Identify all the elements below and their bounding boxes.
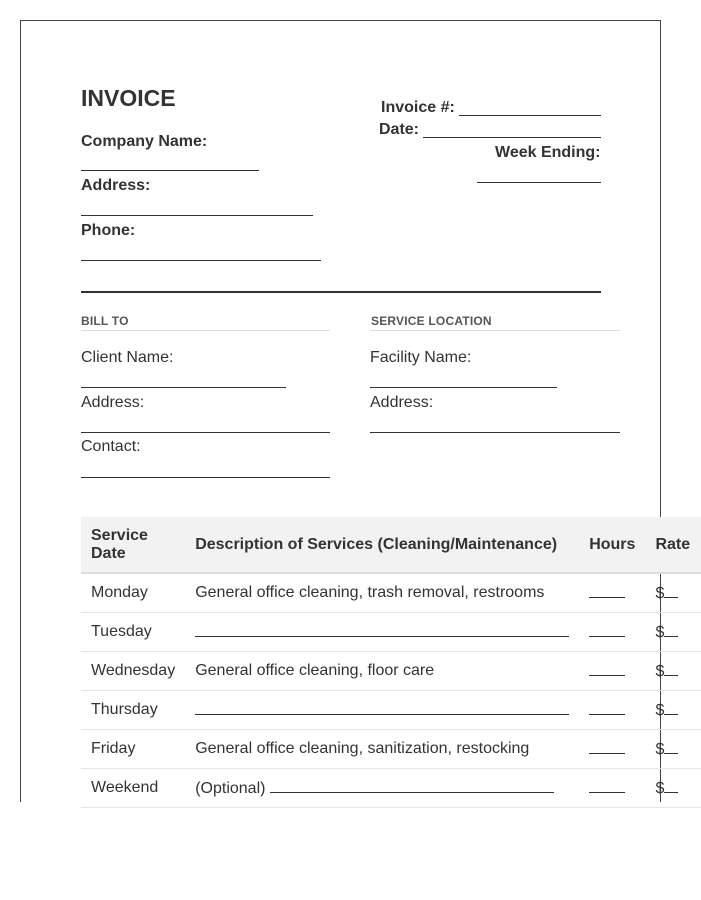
table-row <box>81 730 701 769</box>
optional-label: (Optional) <box>195 780 266 797</box>
date-label: Date: <box>379 121 420 138</box>
description-blank[interactable] <box>195 700 569 715</box>
row-day: Thursday <box>81 691 185 730</box>
invoice-page <box>20 20 691 802</box>
service-location-rule <box>371 330 620 331</box>
contact-field[interactable] <box>81 477 330 478</box>
row-day: Tuesday <box>81 613 185 652</box>
row-hours[interactable] <box>579 652 645 691</box>
row-hours[interactable] <box>579 691 645 730</box>
row-description[interactable]: General office cleaning, sanitization, restocking <box>185 730 579 769</box>
invoice-title: INVOICE <box>81 85 176 111</box>
rate-blank[interactable] <box>664 622 678 637</box>
date-field[interactable] <box>423 137 601 138</box>
header-service-date-line1: Service <box>91 526 148 544</box>
contact-label: Contact: <box>81 438 141 455</box>
header-service-date <box>81 517 185 573</box>
row-rate[interactable] <box>645 652 701 691</box>
client-name-label: Client Name: <box>81 349 174 366</box>
row-description[interactable]: General office cleaning, floor care <box>185 652 579 691</box>
rate-prefix: $ <box>655 702 665 719</box>
header-service-date-line2: Date <box>91 544 126 562</box>
row-hours[interactable] <box>579 730 645 769</box>
bill-to-rule <box>81 330 330 331</box>
header-rate-text: Rate <box>655 535 691 553</box>
table-row <box>81 652 701 691</box>
header-hours: Hours <box>579 517 645 573</box>
hours-blank[interactable] <box>589 622 625 637</box>
rate-prefix: $ <box>655 663 665 680</box>
table-row <box>81 769 701 808</box>
row-day: Friday <box>81 730 185 769</box>
row-description[interactable] <box>185 769 579 808</box>
hours-blank[interactable] <box>589 661 625 676</box>
row-day: Wednesday <box>81 652 185 691</box>
row-rate[interactable] <box>645 613 701 652</box>
client-name-field[interactable] <box>81 387 286 388</box>
hours-blank[interactable] <box>589 700 625 715</box>
header-description: Description of Services (Cleaning/Maintenance) <box>185 517 579 573</box>
facility-name-field[interactable] <box>370 387 557 388</box>
bill-to-address-field[interactable] <box>81 432 330 433</box>
row-rate[interactable] <box>645 769 701 808</box>
invoice-number-label: Invoice #: <box>381 99 455 116</box>
table-row <box>81 691 701 730</box>
header-divider <box>81 291 601 293</box>
table-row <box>81 573 701 613</box>
week-ending-label: Week Ending: <box>495 144 601 161</box>
company-name-label: Company Name: <box>81 133 208 150</box>
rate-prefix: $ <box>655 585 665 602</box>
row-description[interactable]: General office cleaning, trash removal, restrooms <box>185 573 579 613</box>
rate-prefix: $ <box>655 780 665 797</box>
row-hours[interactable] <box>579 573 645 613</box>
row-description[interactable] <box>185 613 579 652</box>
rate-blank[interactable] <box>664 739 678 754</box>
phone-label: Phone: <box>81 222 136 239</box>
row-day: Weekend <box>81 769 185 808</box>
rate-prefix: $ <box>655 624 665 641</box>
rate-blank[interactable] <box>664 778 678 793</box>
row-rate[interactable] <box>645 691 701 730</box>
phone-field[interactable] <box>81 260 321 261</box>
address-label: Address: <box>81 177 151 194</box>
row-hours[interactable] <box>579 769 645 808</box>
bill-to-address-label: Address: <box>81 394 145 411</box>
address-field[interactable] <box>81 215 313 216</box>
service-address-field[interactable] <box>370 432 620 433</box>
rate-blank[interactable] <box>664 583 678 598</box>
table-header-row <box>81 517 701 573</box>
row-rate[interactable] <box>645 730 701 769</box>
row-hours[interactable] <box>579 613 645 652</box>
description-blank[interactable] <box>270 778 554 793</box>
company-name-field[interactable] <box>81 170 259 171</box>
bill-to-heading: BILL TO <box>81 314 129 328</box>
services-table-wrap <box>81 517 691 807</box>
facility-name-label: Facility Name: <box>370 349 472 366</box>
rate-prefix: $ <box>655 741 665 758</box>
row-day: Monday <box>81 573 185 613</box>
invoice-number-field[interactable] <box>459 115 601 116</box>
rate-blank[interactable] <box>664 700 678 715</box>
rate-blank[interactable] <box>664 661 678 676</box>
row-description[interactable] <box>185 691 579 730</box>
description-blank[interactable] <box>195 622 569 637</box>
service-location-heading: SERVICE LOCATION <box>371 314 492 328</box>
header-rate <box>645 517 701 573</box>
services-table <box>81 517 701 808</box>
hours-blank[interactable] <box>589 778 625 793</box>
row-rate[interactable] <box>645 573 701 613</box>
service-address-label: Address: <box>370 394 434 411</box>
hours-blank[interactable] <box>589 739 625 754</box>
hours-blank[interactable] <box>589 583 625 598</box>
table-row <box>81 613 701 652</box>
week-ending-field[interactable] <box>477 182 601 183</box>
